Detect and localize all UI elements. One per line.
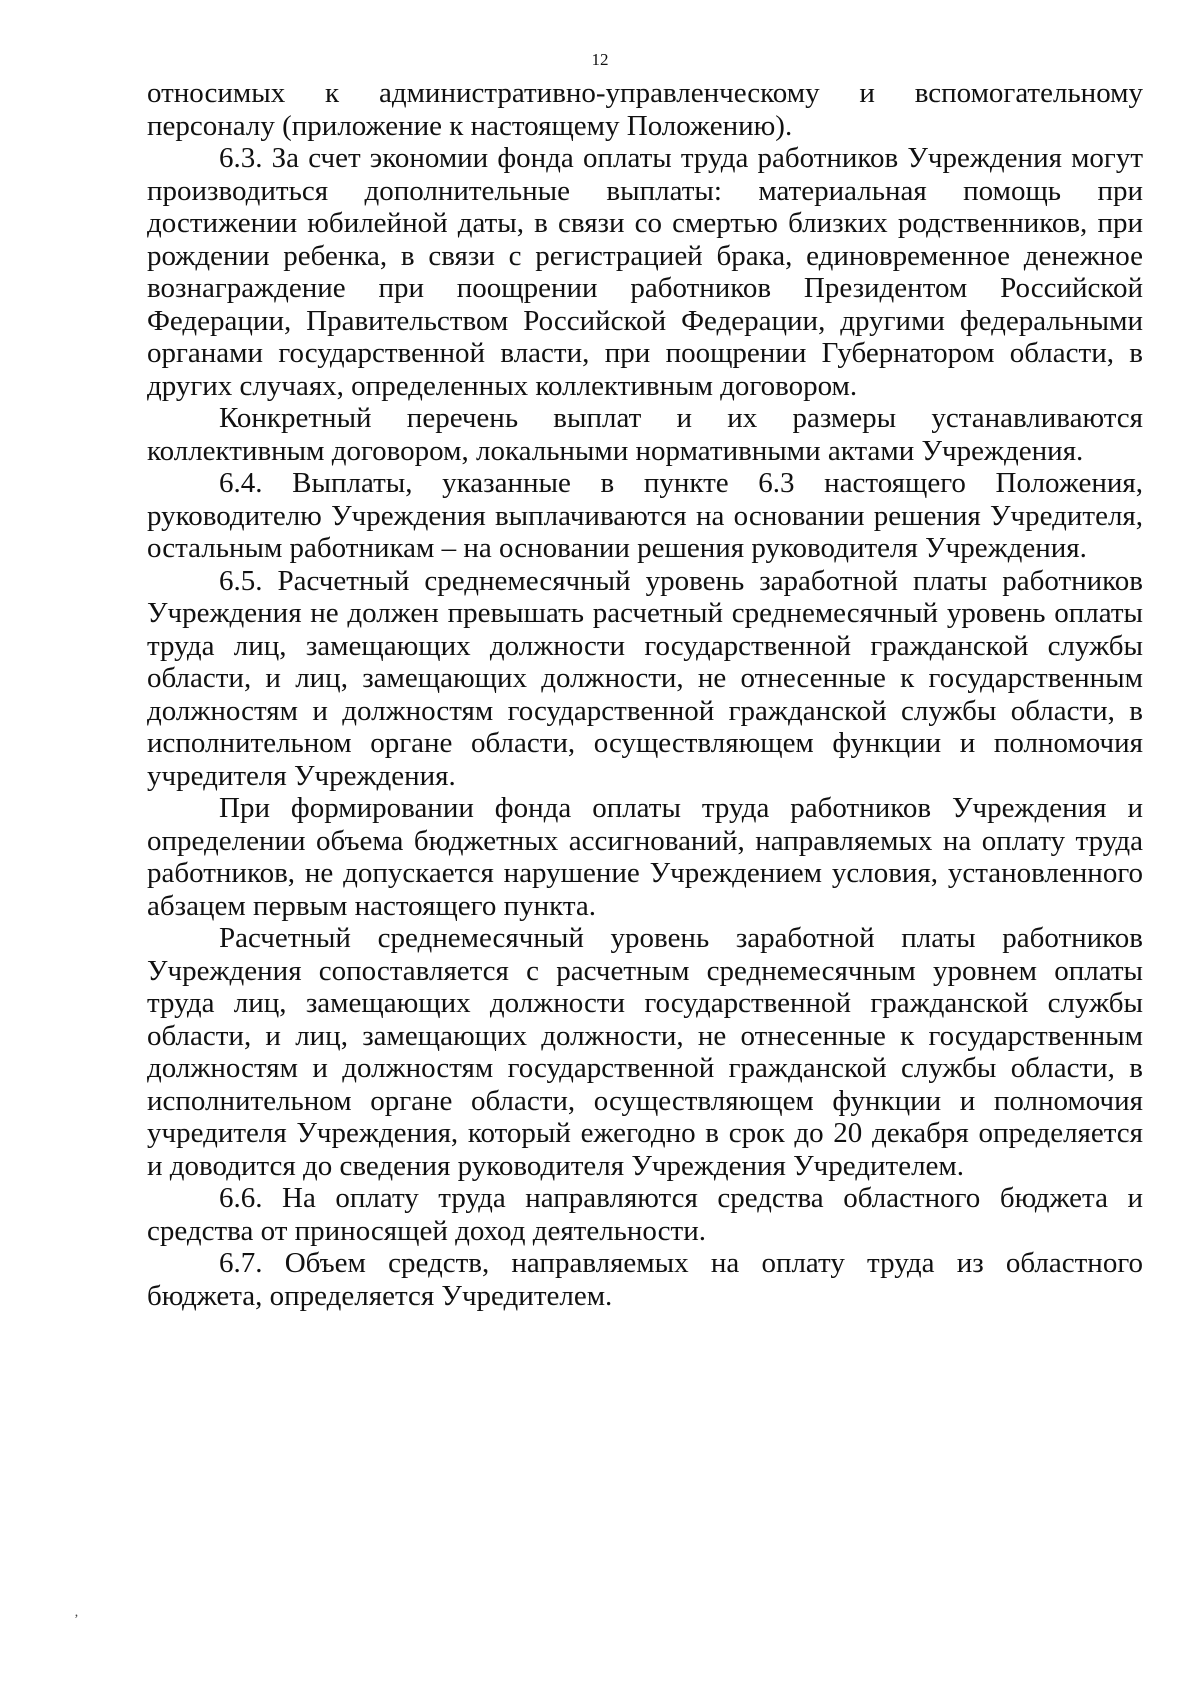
paragraph-6-6: 6.6. На оплату труда направляются средства областного бюджета и средства от приносящей доход деятельности.: [147, 1182, 1143, 1247]
paragraph-salary-comparison: Расчетный среднемесячный уровень заработной платы работников Учреждения сопоставляется с расчетным среднемесячным уровнем оплаты труда лиц, замещающих должности государственной гражданской службы области, и лиц, замещающих должности, не отнесенные к государственным должностям и должностям государственной гражданской службы области, в исполнительном органе области, осуществляющем функции и полномочия учредителя Учреждения, который ежегодно в срок до 20 декабря определяется и доводится до сведения руководителя Учреждения Учредителем.: [147, 922, 1143, 1182]
paragraph-continuation: относимых к административно-управленческому и вспомогательному персоналу (приложение к настоящему Положению).: [147, 77, 1143, 142]
paragraph-6-5: 6.5. Расчетный среднемесячный уровень заработной платы работников Учреждения не должен превышать расчетный среднемесячный уровень оплаты труда лиц, замещающих должности государственной гражданской службы области, и лиц, замещающих должности, не отнесенные к государственным должностям и должностям государственной гражданской службы области, в исполнительном органе области, осуществляющем функции и полномочия учредителя Учреждения.: [147, 564, 1143, 792]
page-number: 12: [591, 50, 609, 69]
paragraph-fund-formation: При формировании фонда оплаты труда работников Учреждения и определении объема бюджетных ассигнований, направляемых на оплату труда работников, не допускается нарушение Учреждением условия, установленного абзацем первым настоящего пункта.: [147, 792, 1143, 922]
document-body: [147, 77, 1143, 1312]
paragraph-6-4: 6.4. Выплаты, указанные в пункте 6.3 настоящего Положения, руководителю Учреждения выплачиваются на основании решения Учредителя, остальным работникам – на основании решения руководителя Учреждения.: [147, 467, 1143, 564]
paragraph-6-7: 6.7. Объем средств, направляемых на оплату труда из областного бюджета, определяется Учредителем.: [147, 1247, 1143, 1312]
paragraph-payments-list: Конкретный перечень выплат и их размеры устанавливаются коллективным договором, локальными нормативными актами Учреждения.: [147, 402, 1143, 467]
paragraph-6-3: 6.3. За счет экономии фонда оплаты труда работников Учреждения могут производиться дополнительные выплаты: материальная помощь при достижении юбилейной даты, в связи со смертью близких родственников, при рождении ребенка, в связи с регистрацией брака, единовременное денежное вознаграждение при поощрении работников Президентом Российской Федерации, Правительством Российской Федерации, другими федеральными органами государственной власти, при поощрении Губернатором области, в других случаях, определенных коллективным договором.: [147, 142, 1143, 402]
scan-stray-mark: ‚: [74, 1605, 79, 1620]
